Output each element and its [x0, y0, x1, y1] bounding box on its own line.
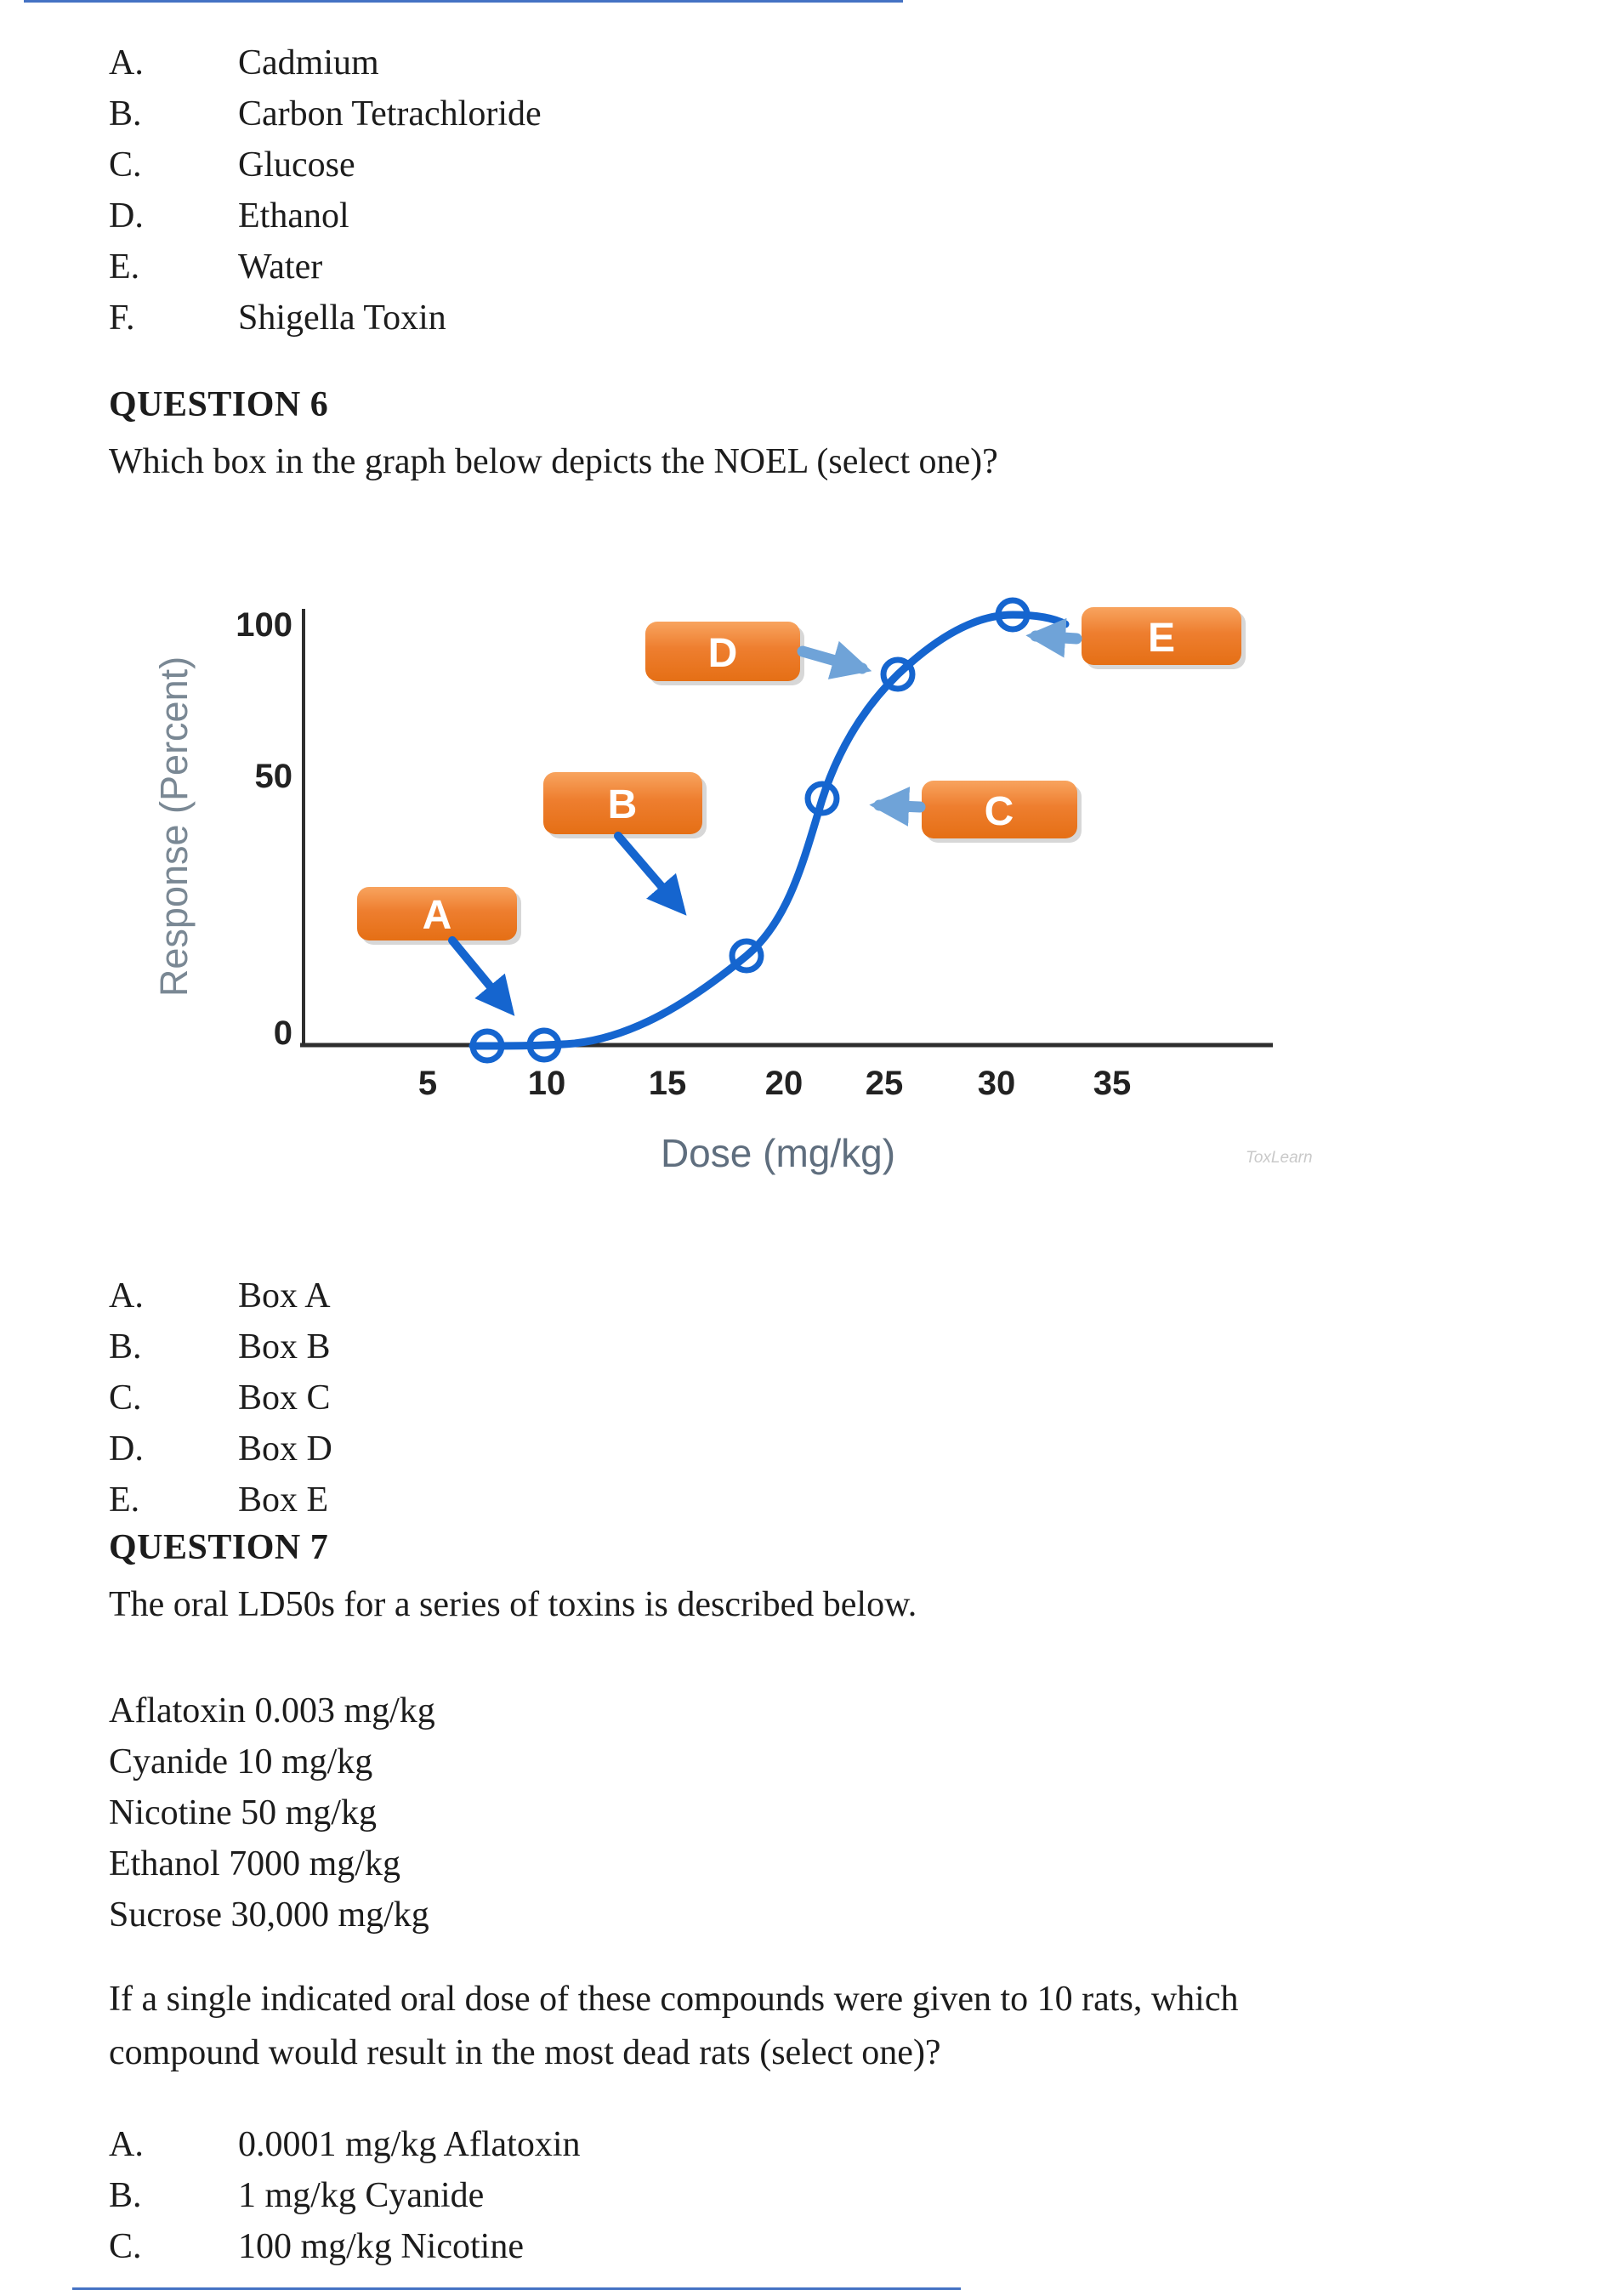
option-letter: F. — [109, 298, 135, 338]
box-D-label: D — [707, 631, 738, 676]
list-item — [109, 1372, 332, 1423]
answer-text: Box C — [238, 1378, 331, 1418]
answer-letter: C. — [109, 1378, 142, 1418]
answer-letter: B. — [109, 2176, 142, 2215]
list-item — [109, 1270, 332, 1321]
option-letter: B. — [109, 94, 142, 134]
box-C-label: C — [984, 789, 1014, 834]
ld50-entry: Aflatoxin 0.003 mg/kg — [109, 1691, 435, 1730]
annotation-boxes — [357, 607, 1246, 945]
y-tick-50: 50 — [254, 758, 292, 795]
option-letter: C. — [109, 145, 142, 185]
answer-text: Box D — [238, 1429, 332, 1469]
list-item — [109, 2221, 581, 2272]
list-item — [109, 1685, 435, 1736]
answer-text: Box B — [238, 1327, 331, 1367]
x-tick-15: 15 — [648, 1065, 687, 1102]
list-item — [109, 1423, 332, 1475]
option-text: Glucose — [238, 145, 355, 185]
answer-text: Box E — [238, 1480, 329, 1520]
answer-letter: B. — [109, 1327, 142, 1367]
y-tick-100: 100 — [236, 606, 292, 644]
option-text: Cadmium — [238, 43, 379, 82]
answer-letter: A. — [109, 2125, 144, 2164]
option-text: Ethanol — [238, 196, 349, 236]
box-B-label: B — [607, 782, 638, 827]
box-E-label: E — [1147, 616, 1176, 661]
question7-prompt-line2: compound would result in the most dead rats (select one)? — [109, 2033, 941, 2072]
answer-text: 100 mg/kg Nicotine — [238, 2227, 524, 2266]
x-tick-35: 35 — [1093, 1065, 1132, 1102]
option-letter: A. — [109, 43, 144, 82]
x-tick-5: 5 — [417, 1065, 438, 1102]
y-tick-0: 0 — [273, 1014, 292, 1052]
list-item — [109, 2170, 581, 2221]
answer-letter: C. — [109, 2227, 142, 2266]
x-tick-10: 10 — [527, 1065, 566, 1102]
list-item — [109, 1736, 435, 1787]
option-letter: D. — [109, 196, 144, 236]
x-tick-30: 30 — [977, 1065, 1016, 1102]
list-item — [109, 1321, 332, 1372]
ld50-list — [109, 1685, 435, 1941]
question7-answers — [109, 2119, 581, 2272]
answer-letter: A. — [109, 1276, 144, 1315]
question7-prompt-line1: If a single indicated oral dose of these compounds were given to 10 rats, which — [109, 1980, 1239, 2019]
x-tick-20: 20 — [764, 1065, 803, 1102]
ld50-entry: Sucrose 30,000 mg/kg — [109, 1895, 429, 1935]
list-item — [109, 1475, 332, 1526]
arrow-B — [618, 836, 680, 908]
x-axis-title: Dose (mg/kg) — [660, 1131, 896, 1175]
ld50-entry: Nicotine 50 mg/kg — [109, 1793, 377, 1833]
ld50-entry: Cyanide 10 mg/kg — [109, 1742, 373, 1781]
toxlearn-watermark: ToxLearn — [1246, 1149, 1313, 1167]
arrow-D — [803, 651, 862, 668]
arrow-A — [452, 940, 508, 1009]
list-item — [109, 1787, 435, 1838]
answer-letter: E. — [109, 1480, 140, 1520]
list-item — [109, 1838, 435, 1889]
question6-answers — [109, 1270, 332, 1526]
ld50-entry: Ethanol 7000 mg/kg — [109, 1844, 400, 1884]
box-A-label: A — [422, 893, 452, 938]
answer-letter: D. — [109, 1429, 144, 1469]
x-tick-25: 25 — [865, 1065, 904, 1102]
list-item — [109, 2119, 581, 2170]
question6-heading: QUESTION 6 — [109, 385, 329, 424]
question6-prompt: Which box in the graph below depicts the NOEL (select one)? — [109, 442, 998, 481]
question7-heading: QUESTION 7 — [109, 1528, 329, 1567]
answer-text: 1 mg/kg Cyanide — [238, 2176, 485, 2215]
answer-text: Box A — [238, 1276, 331, 1315]
arrow-C — [879, 805, 920, 807]
answer-text: 0.0001 mg/kg Aflatoxin — [238, 2125, 581, 2164]
arrow-E — [1036, 636, 1076, 639]
y-axis-title: Response (Percent) — [152, 656, 196, 997]
option-text: Carbon Tetrachloride — [238, 94, 542, 134]
question7-intro: The oral LD50s for a series of toxins is described below. — [109, 1585, 917, 1624]
option-letter: E. — [109, 247, 140, 287]
list-item — [109, 1889, 435, 1941]
option-text: Water — [238, 247, 323, 287]
option-text: Shigella Toxin — [238, 298, 446, 338]
